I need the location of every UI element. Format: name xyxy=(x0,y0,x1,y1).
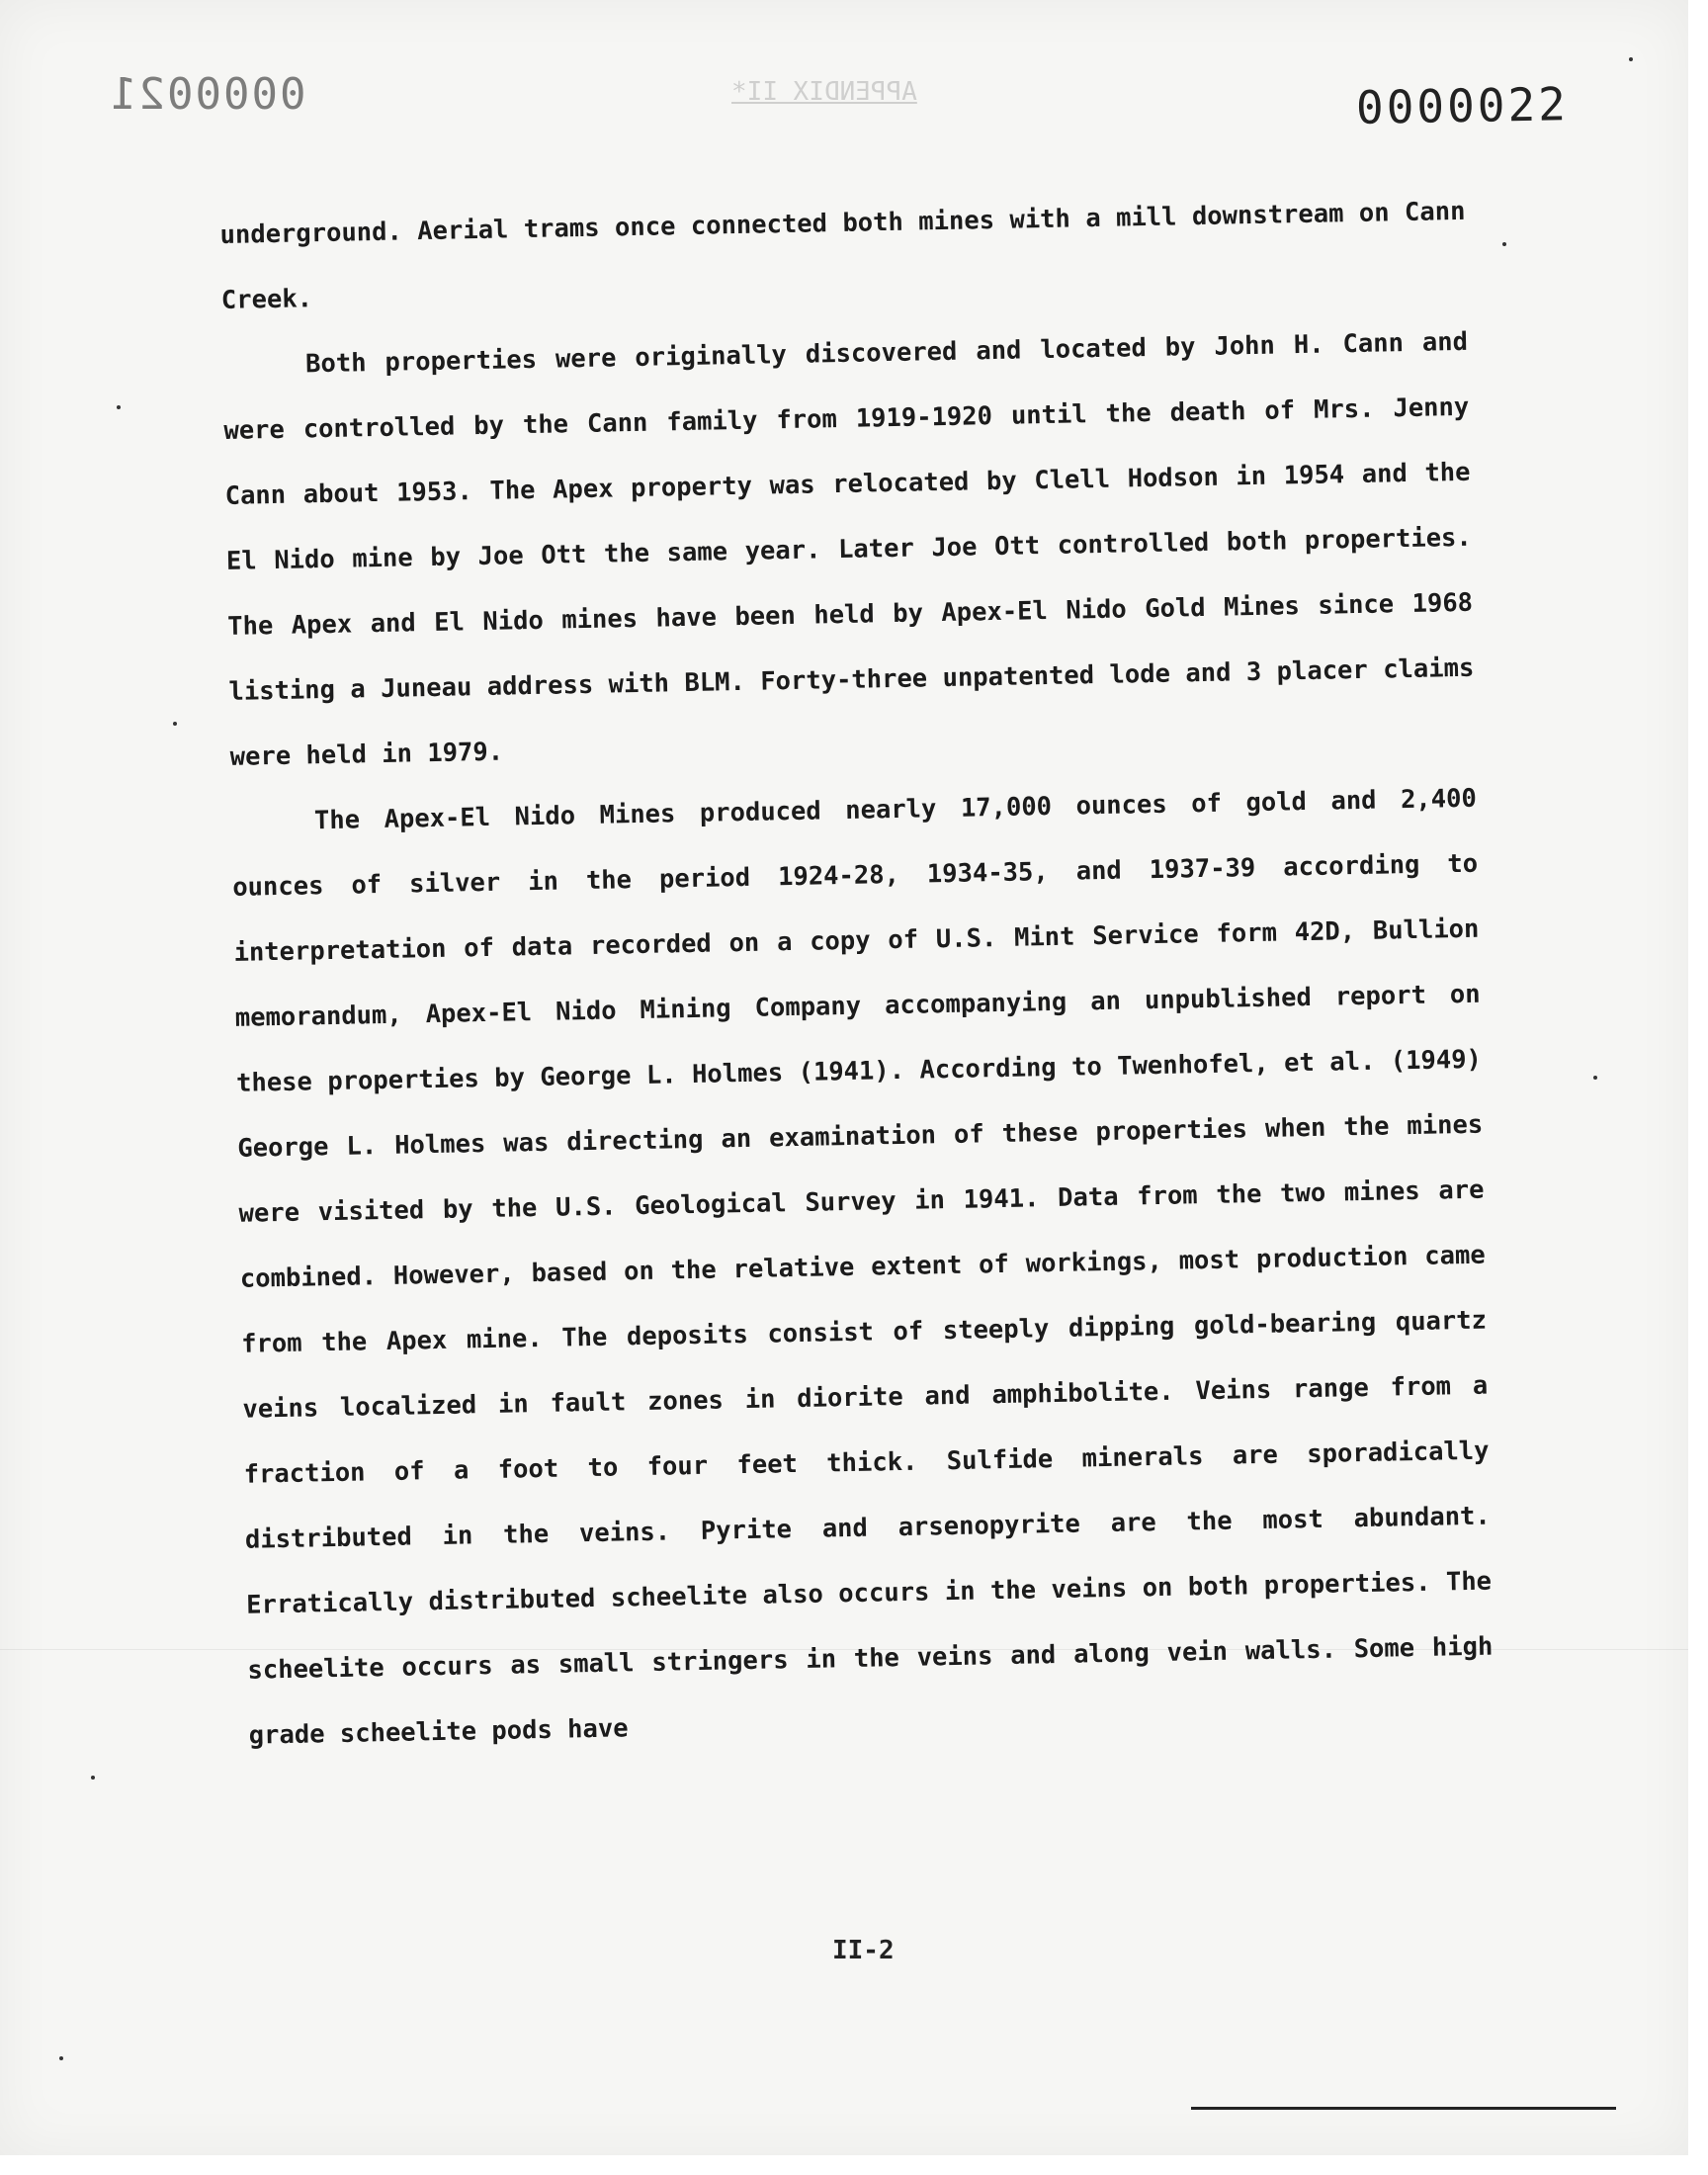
page-number-stamp: 0000022 xyxy=(1355,77,1570,134)
paragraph-3: The Apex-El Nido Mines produced nearly 17,000 ounces of gold and 2,400 ounces of silver in the period 1924-28, 1934-35, and 1937-39 according to interpretation of data recorded on a copy of U.S. Mint Service form 42D, Bullion memorandum, Apex-El Nido Mining Company accompanying an unpublished report on these properties by George L. Holmes (1941). According to Twenhofel, et al. (1949) George L. Holmes was directing an examination of these properties when the mines were visited by the U.S. Geological Survey in 1941. Data from the two mines are combined. However, based on the relative extent of workings, most production came from the Apex mine. The deposits consist of steeply dipping gold-bearing quartz veins localized in fault zones in diorite and amphibolite. Veins range from a fraction of a foot to four feet thick. Sulfide minerals are sporadically distributed in the veins. Pyrite and arsenopyrite are the most abundant. Erratically distributed scheelite also occurs in the veins on both properties. The scheelite occurs as small stringers in the veins and along vein walls. Some high grade scheelite pods have xyxy=(232,783,1494,1751)
scan-speck xyxy=(117,405,121,409)
page-footer-label: II-2 xyxy=(832,1936,895,1965)
mirrored-bleed-stamp: 0000021 xyxy=(109,69,306,120)
bottom-rule xyxy=(1191,2107,1616,2110)
body-text xyxy=(219,179,1494,1769)
scan-speck xyxy=(173,722,177,726)
scan-speck xyxy=(1629,57,1633,61)
scan-speck xyxy=(1502,242,1506,246)
scan-speck xyxy=(91,1776,95,1780)
paragraph-2: Both properties were originally discovered and located by John H. Cann and were controlled by the Cann family from 1919-1920 until the death of Mrs. Jenny Cann about 1953. The Apex property was relocated by Clell Hodson in 1954 and the El Nido mine by Joe Ott the same year. Later Joe Ott controlled both properties. The Apex and El Nido mines have been held by Apex-El Nido Gold Mines since 1968 listing a Juneau address with BLM. Forty-three unpatented lode and 3 placer claims were held in 1979. xyxy=(223,326,1475,772)
scan-speck xyxy=(1593,1076,1597,1080)
paragraph-1: underground. Aerial trams once connected both mines with a mill downstream on Cann Creek. xyxy=(219,196,1466,315)
scan-speck xyxy=(59,2056,63,2060)
mirrored-bleed-heading: APPENDIX II* xyxy=(731,77,917,107)
